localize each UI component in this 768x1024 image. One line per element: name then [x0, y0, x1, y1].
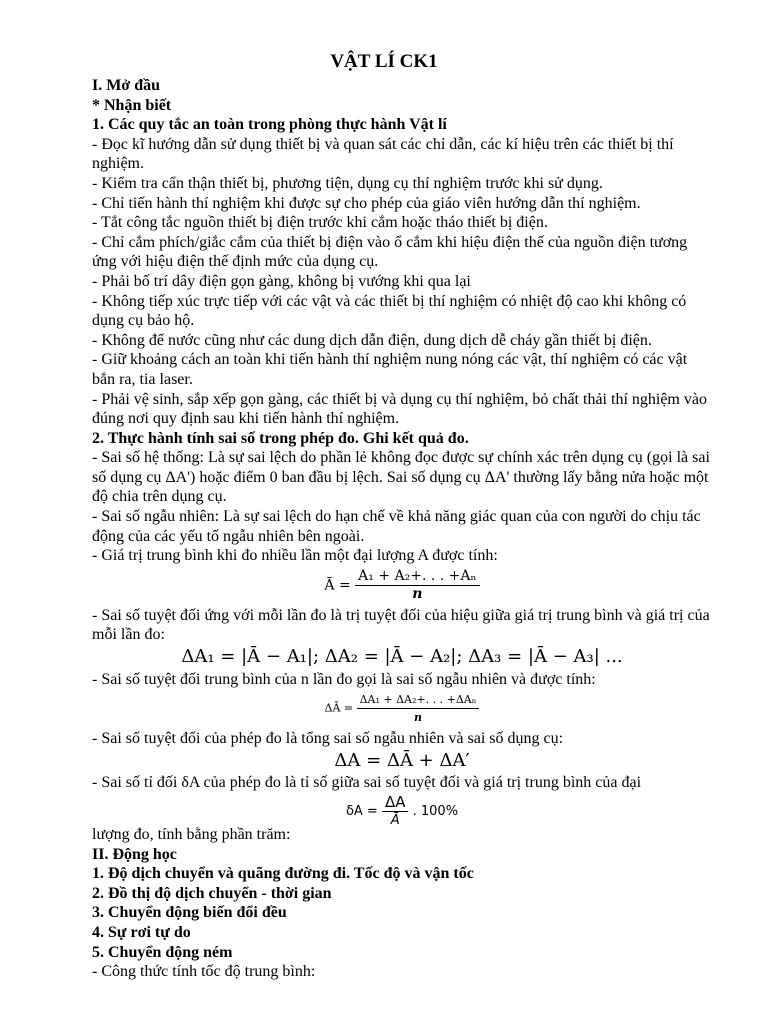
fraction-numerator: ΔA₁ + ΔA₂+. . . +ΔAₙ	[357, 691, 480, 709]
formula-tail: . 100%	[412, 804, 459, 819]
paragraph: - Chỉ tiến hành thí nghiệm khi được sự cho phép của giáo viên hướng dẫn thí nghiệm.	[92, 194, 641, 212]
paragraph: - Sai số tuyệt đối của phép đo là tổng sai số ngẫu nhiên và sai số dụng cụ:	[92, 730, 564, 748]
relative-error-formula	[92, 794, 712, 829]
paragraph: - Không tiếp xúc trực tiếp với các vật và các thiết bị thí nghiệm có nhiệt độ cao khi không có dụng cụ bảo hộ.	[92, 292, 687, 330]
mean-absolute-error-formula	[92, 691, 712, 726]
subsection-heading: * Nhận biết	[92, 96, 172, 114]
paragraph: - Sai số tuyệt đối ứng với mỗi lần đo là trị tuyệt đối của hiệu giữa giá trị trung bình và giá trị của mỗi lần đo:	[92, 606, 710, 644]
document-body	[92, 76, 712, 982]
paragraph: - Công thức tính tốc độ trung bình:	[92, 963, 316, 981]
fraction-denominator: n	[414, 711, 423, 725]
paragraph: - Sai số hệ thống: Là sự sai lệch do phần lẻ không đọc được sự chính xác trên dụng cụ (gọi là sai số dụng cụ ΔA') hoặc điểm 0 ban đầu bị lệch. Sai số dụng cụ ΔA' thường lấy bằng nửa hoặc một độ chia trên dụng cụ.	[92, 449, 710, 506]
paragraph: - Phải vệ sinh, sắp xếp gọn gàng, các thiết bị và dụng cụ thí nghiệm, bỏ chất thải thí nghiệm vào đúng nơi quy định sau khi tiến hành thí nghiệm.	[92, 390, 707, 428]
paragraph: - Không để nước cũng như các dung dịch dẫn điện, dung dịch dễ cháy gần thiết bị điện.	[92, 331, 652, 349]
document-title: VẬT LÍ CK1	[330, 51, 438, 72]
paragraph: - Giá trị trung bình khi đo nhiều lần một đại lượng A được tính:	[92, 547, 498, 565]
topic-heading: 1. Các quy tắc an toàn trong phòng thực hành Vật lí	[92, 116, 447, 134]
topic-heading: 3. Chuyển động biến đổi đều	[92, 904, 287, 922]
mean-formula	[92, 568, 712, 603]
fraction	[382, 794, 409, 829]
formula-lhs: δA =	[345, 804, 378, 819]
formula-lhs: ΔĀ =	[324, 701, 354, 715]
paragraph: - Chỉ cắm phích/giắc cắm của thiết bị điện vào ổ cắm khi hiệu điện thế của nguồn điện tương ứng với hiệu điện thế định mức của dụng cụ.	[92, 233, 688, 271]
topic-heading: 2. Thực hành tính sai số trong phép đo. Ghi kết quả đo.	[92, 429, 469, 447]
paragraph: lượng đo, tính bằng phần trăm:	[92, 826, 291, 843]
topic-heading: 5. Chuyển động ném	[92, 943, 233, 961]
fraction-numerator: A₁ + A₂+. . . +Aₙ	[355, 568, 479, 586]
fraction	[357, 691, 480, 726]
paragraph: - Sai số tỉ đối δA của phép đo là tỉ số giữa sai số tuyệt đối và giá trị trung bình của đại	[92, 774, 642, 792]
fraction-numerator: ΔA	[382, 794, 409, 812]
section-heading: I. Mở đầu	[92, 77, 160, 94]
paragraph: - Kiểm tra cẩn thận thiết bị, phương tiện, dụng cụ thí nghiệm trước khi sử dụng.	[92, 174, 603, 192]
paragraph: - Sai số tuyệt đối trung bình của n lần đo gọi là sai số ngẫu nhiên và được tính:	[92, 670, 596, 688]
section-heading: II. Động học	[92, 845, 177, 863]
topic-heading: 4. Sự rơi tự do	[92, 923, 191, 941]
total-error-formula: ΔA = ΔĀ + ΔA′	[334, 749, 470, 771]
fraction	[355, 568, 479, 603]
paragraph: - Giữ khoảng cách an toàn khi tiến hành thí nghiệm nung nóng các vật, thí nghiệm có các vật bắn ra, tia laser.	[92, 351, 688, 388]
fraction-denominator: n	[412, 585, 423, 602]
paragraph: - Tắt công tắc nguồn thiết bị điện trước khi cắm hoặc tháo thiết bị điện.	[92, 214, 548, 232]
fraction-denominator: Ā	[390, 813, 400, 828]
formula-lhs: Ā =	[324, 577, 351, 594]
absolute-error-formula: ΔA₁ = |Ā − A₁|; ΔA₂ = |Ā − A₂|; ΔA₃ = |Ā − A₃| ...	[181, 646, 623, 668]
topic-heading: 1. Độ dịch chuyển và quãng đường đi. Tốc độ và vận tốc	[92, 865, 474, 883]
paragraph: - Sai số ngẫu nhiên: Là sự sai lệch do hạn chế về khả năng giác quan của con người do chịu tác động của các yếu tố ngẫu nhiên bên ngoài.	[92, 508, 701, 545]
topic-heading: 2. Đồ thị độ dịch chuyển - thời gian	[92, 884, 332, 902]
paragraph: - Đọc kĩ hướng dẫn sử dụng thiết bị và quan sát các chỉ dẫn, các kí hiệu trên các thiết bị thí nghiệm.	[92, 135, 674, 173]
paragraph: - Phải bố trí dây điện gọn gàng, không bị vướng khi qua lại	[92, 272, 471, 290]
